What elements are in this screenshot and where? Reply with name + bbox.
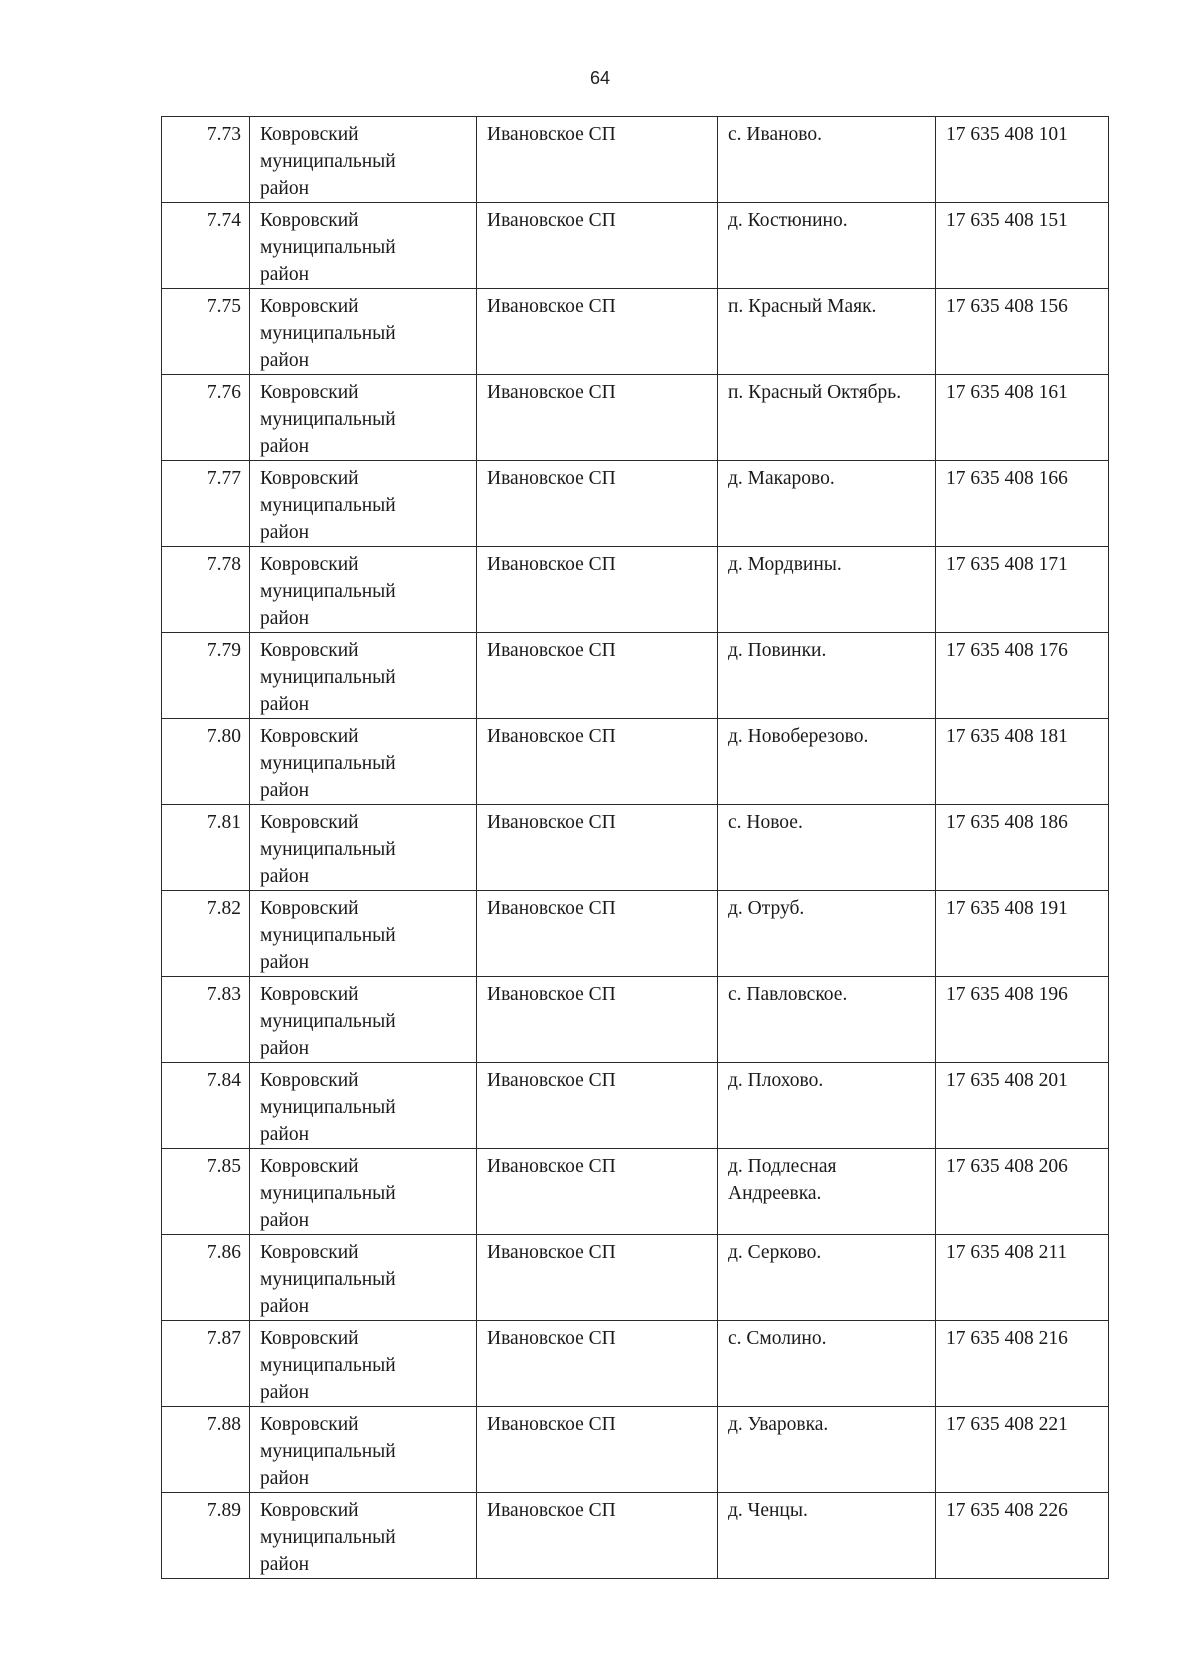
settlement-cell [477,117,718,203]
oktmo-code-cell [936,1063,1109,1149]
locality-cell [718,719,936,805]
locality-cell [718,805,936,891]
registry-table [161,116,1109,1579]
district-cell [250,375,477,461]
district-cell [250,289,477,375]
district-text: Ковровский муниципальный район [260,554,396,629]
row-number-cell [162,1407,250,1493]
settlement-text: Ивановское СП [487,296,616,317]
row-number-cell [162,117,250,203]
row-number-text: 7.75 [206,296,241,317]
row-number-cell [162,203,250,289]
locality-cell [718,1063,936,1149]
table-row [162,1407,1109,1493]
row-number-cell [162,375,250,461]
district-cell [250,719,477,805]
district-cell [250,891,477,977]
district-text: Ковровский муниципальный район [260,210,396,285]
locality-text: д. Макарово. [728,468,835,489]
registry-table-body [162,117,1109,1579]
locality-text: д. Уваровка. [728,1414,829,1435]
locality-text: с. Смолино. [728,1328,827,1349]
oktmo-code-cell [936,375,1109,461]
settlement-text: Ивановское СП [487,984,616,1005]
district-text: Ковровский муниципальный район [260,640,396,715]
row-number-text: 7.88 [206,1414,241,1435]
row-number-cell [162,719,250,805]
oktmo-code-text: 17 635 408 226 [946,1500,1068,1521]
locality-text: с. Иваново. [728,124,822,145]
row-number-cell [162,805,250,891]
settlement-text: Ивановское СП [487,1500,616,1521]
locality-cell [718,1235,936,1321]
oktmo-code-text: 17 635 408 181 [946,726,1068,747]
district-cell [250,117,477,203]
locality-cell [718,289,936,375]
settlement-cell [477,1321,718,1407]
locality-text: д. Новоберезово. [728,726,869,747]
oktmo-code-cell [936,633,1109,719]
locality-text: д. Повинки. [728,640,827,661]
row-number-text: 7.86 [206,1242,241,1263]
oktmo-code-text: 17 635 408 196 [946,984,1068,1005]
row-number-cell [162,461,250,547]
settlement-cell [477,1149,718,1235]
oktmo-code-cell [936,461,1109,547]
oktmo-code-cell [936,1493,1109,1579]
district-cell [250,1407,477,1493]
district-cell [250,1493,477,1579]
district-cell [250,1149,477,1235]
oktmo-code-text: 17 635 408 176 [946,640,1068,661]
row-number-text: 7.85 [206,1156,241,1177]
oktmo-code-cell [936,805,1109,891]
settlement-text: Ивановское СП [487,1070,616,1091]
table-row [162,1235,1109,1321]
settlement-text: Ивановское СП [487,726,616,747]
locality-cell [718,375,936,461]
locality-text: д. Костюнино. [728,210,848,231]
oktmo-code-text: 17 635 408 101 [946,124,1068,145]
row-number-text: 7.74 [206,210,241,231]
row-number-text: 7.84 [206,1070,241,1091]
oktmo-code-text: 17 635 408 166 [946,468,1068,489]
oktmo-code-text: 17 635 408 211 [946,1242,1068,1263]
settlement-cell [477,1063,718,1149]
oktmo-code-cell [936,1235,1109,1321]
settlement-text: Ивановское СП [487,898,616,919]
oktmo-code-cell [936,1149,1109,1235]
oktmo-code-cell [936,1321,1109,1407]
district-text: Ковровский муниципальный район [260,382,396,457]
settlement-cell [477,977,718,1063]
row-number-text: 7.78 [206,554,241,575]
row-number-cell [162,891,250,977]
district-text: Ковровский муниципальный район [260,1242,396,1317]
district-text: Ковровский муниципальный район [260,1070,396,1145]
table-row [162,547,1109,633]
row-number-text: 7.76 [206,382,241,403]
table-row [162,719,1109,805]
district-text: Ковровский муниципальный район [260,296,396,371]
settlement-cell [477,1235,718,1321]
locality-cell [718,1149,936,1235]
oktmo-code-text: 17 635 408 151 [946,210,1068,231]
oktmo-code-text: 17 635 408 186 [946,812,1068,833]
settlement-cell [477,1407,718,1493]
row-number-cell [162,1235,250,1321]
settlement-text: Ивановское СП [487,640,616,661]
settlement-cell [477,719,718,805]
district-cell [250,1235,477,1321]
oktmo-code-text: 17 635 408 206 [946,1156,1068,1177]
settlement-cell [477,633,718,719]
row-number-text: 7.82 [206,898,241,919]
settlement-text: Ивановское СП [487,468,616,489]
settlement-cell [477,203,718,289]
row-number-text: 7.79 [206,640,241,661]
settlement-text: Ивановское СП [487,812,616,833]
oktmo-code-cell [936,117,1109,203]
locality-text: с. Павловское. [728,984,848,1005]
settlement-text: Ивановское СП [487,1414,616,1435]
settlement-text: Ивановское СП [487,554,616,575]
locality-text: п. Красный Маяк. [728,296,877,317]
settlement-text: Ивановское СП [487,1242,616,1263]
oktmo-code-text: 17 635 408 216 [946,1328,1068,1349]
row-number-text: 7.73 [206,124,241,145]
settlement-text: Ивановское СП [487,124,616,145]
district-cell [250,461,477,547]
district-text: Ковровский муниципальный район [260,1414,396,1489]
locality-text: д. Серково. [728,1242,822,1263]
district-text: Ковровский муниципальный район [260,984,396,1059]
page-number: 64 [589,68,611,88]
settlement-cell [477,805,718,891]
locality-text: д. Мордвины. [728,554,842,575]
district-text: Ковровский муниципальный район [260,812,396,887]
locality-cell [718,891,936,977]
table-row [162,117,1109,203]
oktmo-code-cell [936,891,1109,977]
row-number-text: 7.81 [206,812,241,833]
district-cell [250,547,477,633]
oktmo-code-text: 17 635 408 171 [946,554,1068,575]
table-row [162,461,1109,547]
locality-cell [718,1407,936,1493]
settlement-text: Ивановское СП [487,1156,616,1177]
table-row [162,633,1109,719]
table-row [162,289,1109,375]
district-cell [250,633,477,719]
locality-cell [718,203,936,289]
row-number-cell [162,1493,250,1579]
row-number-cell [162,1321,250,1407]
oktmo-code-text: 17 635 408 191 [946,898,1068,919]
locality-cell [718,117,936,203]
oktmo-code-cell [936,203,1109,289]
locality-cell [718,977,936,1063]
row-number-cell [162,547,250,633]
district-text: Ковровский муниципальный район [260,726,396,801]
row-number-text: 7.89 [206,1500,241,1521]
district-cell [250,1063,477,1149]
oktmo-code-text: 17 635 408 221 [946,1414,1068,1435]
settlement-cell [477,461,718,547]
oktmo-code-cell [936,289,1109,375]
settlement-cell [477,375,718,461]
row-number-text: 7.87 [206,1328,241,1349]
settlement-text: Ивановское СП [487,382,616,403]
locality-text: с. Новое. [728,812,803,833]
district-text: Ковровский муниципальный район [260,1500,396,1575]
locality-cell [718,1321,936,1407]
table-row [162,977,1109,1063]
row-number-cell [162,289,250,375]
locality-cell [718,461,936,547]
table-row [162,1321,1109,1407]
locality-cell [718,633,936,719]
district-text: Ковровский муниципальный район [260,124,396,199]
district-text: Ковровский муниципальный район [260,468,396,543]
district-cell [250,1321,477,1407]
locality-cell [718,1493,936,1579]
row-number-cell [162,977,250,1063]
settlement-text: Ивановское СП [487,210,616,231]
locality-text: д. Плохово. [728,1070,824,1091]
settlement-cell [477,891,718,977]
table-row [162,375,1109,461]
locality-cell [718,547,936,633]
oktmo-code-text: 17 635 408 201 [946,1070,1068,1091]
settlement-cell [477,289,718,375]
oktmo-code-cell [936,977,1109,1063]
table-row [162,1149,1109,1235]
locality-text: д. Ченцы. [728,1500,808,1521]
settlement-text: Ивановское СП [487,1328,616,1349]
row-number-text: 7.83 [206,984,241,1005]
district-text: Ковровский муниципальный район [260,1328,396,1403]
row-number-text: 7.77 [206,468,241,489]
table-row [162,891,1109,977]
oktmo-code-text: 17 635 408 161 [946,382,1068,403]
oktmo-code-text: 17 635 408 156 [946,296,1068,317]
settlement-cell [477,547,718,633]
row-number-cell [162,633,250,719]
table-row [162,805,1109,891]
row-number-cell [162,1063,250,1149]
district-cell [250,977,477,1063]
table-row [162,1493,1109,1579]
row-number-text: 7.80 [206,726,241,747]
district-cell [250,203,477,289]
district-text: Ковровский муниципальный район [260,898,396,973]
locality-text: д. Подлесная Андреевка. [728,1156,837,1204]
district-text: Ковровский муниципальный район [260,1156,396,1231]
oktmo-code-cell [936,1407,1109,1493]
oktmo-code-cell [936,547,1109,633]
district-cell [250,805,477,891]
table-row [162,1063,1109,1149]
row-number-cell [162,1149,250,1235]
locality-text: п. Красный Октябрь. [728,382,902,403]
settlement-cell [477,1493,718,1579]
locality-text: д. Отруб. [728,898,805,919]
oktmo-code-cell [936,719,1109,805]
table-row [162,203,1109,289]
